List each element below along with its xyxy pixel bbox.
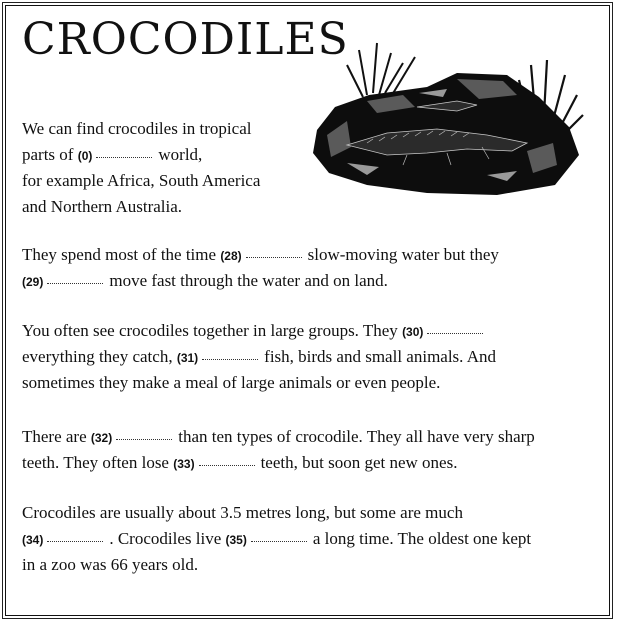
page-title: CROCODILES <box>22 14 349 65</box>
para3-line-2 <box>22 450 457 477</box>
text-segment: move fast through the water and on land. <box>109 271 388 290</box>
para2-line-2 <box>22 344 496 371</box>
text-segment: everything they catch, <box>22 347 173 366</box>
question-number: (31) <box>176 351 199 365</box>
question-number: (35) <box>225 533 247 547</box>
text-segment: There are <box>22 427 87 446</box>
intro-line-4: and Northern Australia. <box>22 197 183 216</box>
text-segment: fish, birds and small animals. And <box>264 347 497 366</box>
answer-blank <box>427 333 483 334</box>
text-segment: You often see crocodiles together in large groups. They <box>22 321 398 340</box>
text-segment: teeth, but soon get new ones. <box>260 453 458 472</box>
intro-line-1: We can find crocodiles in tropical <box>22 119 252 138</box>
text-segment: slow-moving water but they <box>307 245 499 264</box>
question-number: (0) <box>77 149 93 163</box>
answer-blank <box>251 541 307 542</box>
intro-line-3: for example Africa, South America <box>22 171 261 190</box>
text-segment: world, <box>158 145 203 164</box>
answer-blank <box>47 541 103 542</box>
intro-line-2 <box>22 142 202 169</box>
text-segment: a long time. The oldest one kept <box>312 529 532 548</box>
para1-line-1 <box>22 242 499 269</box>
question-number: (33) <box>173 457 195 471</box>
answer-blank <box>116 439 172 440</box>
crocodile-illustration <box>307 35 587 200</box>
text-segment: teeth. They often lose <box>22 453 169 472</box>
para4-line-2 <box>22 526 531 553</box>
para4-line-1: Crocodiles are usually about 3.5 metres long, but some are much <box>22 503 463 522</box>
question-number: (34) <box>22 533 44 547</box>
answer-blank <box>246 257 302 258</box>
text-segment: than ten types of crocodile. They all have very sharp <box>178 427 535 446</box>
text-segment: parts of <box>22 145 74 164</box>
question-number: (29) <box>22 275 44 289</box>
question-number: (28) <box>220 249 242 263</box>
answer-blank <box>199 465 255 466</box>
para2-line-1 <box>22 318 489 345</box>
text-segment: They spend most of the time <box>22 245 217 264</box>
para2-line-3: sometimes they make a meal of large animals or even people. <box>22 373 441 392</box>
text-segment: . Crocodiles live <box>109 529 222 548</box>
answer-blank <box>202 359 258 360</box>
answer-blank <box>96 157 152 158</box>
question-number: (32) <box>90 431 113 445</box>
para1-line-2 <box>22 268 388 295</box>
para3-line-1 <box>22 424 535 451</box>
answer-blank <box>47 283 103 284</box>
para4-line-3: in a zoo was 66 years old. <box>22 555 199 574</box>
question-number: (30) <box>402 325 424 339</box>
